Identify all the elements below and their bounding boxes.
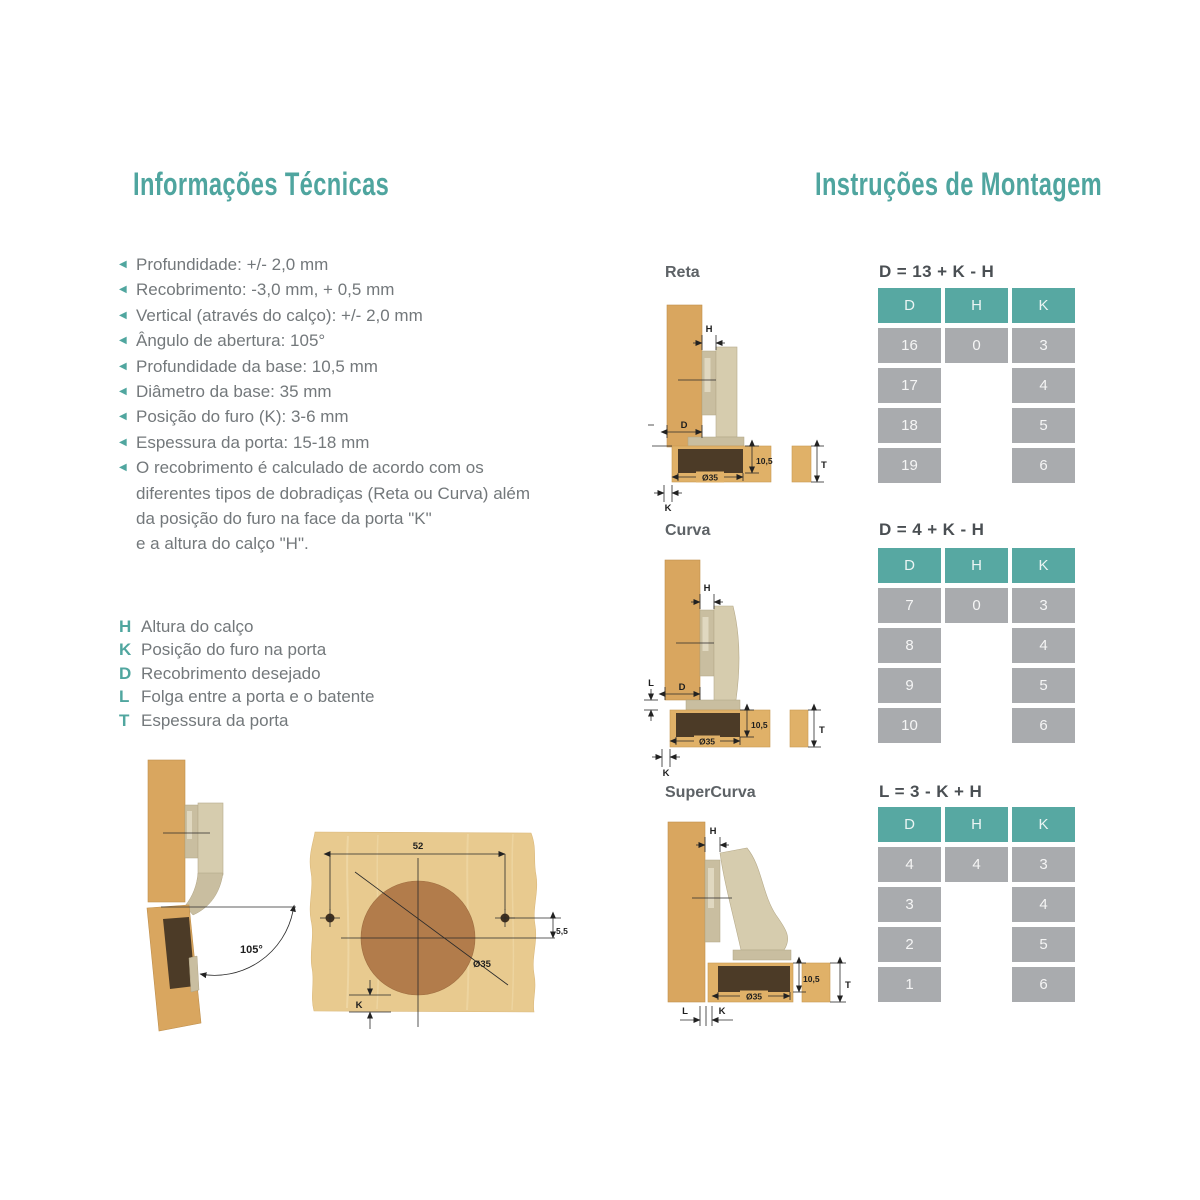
svg-text:105°: 105° xyxy=(240,944,263,956)
legend-text: Espessura da porta xyxy=(141,710,289,730)
table-header-cell: K xyxy=(1012,807,1075,842)
door-panel xyxy=(668,822,705,1002)
table-value-cell: 9 xyxy=(878,668,941,703)
bullet-arrow-icon: ◀ xyxy=(119,309,127,321)
dimension-k xyxy=(652,749,680,778)
bullet-arrow-icon: ◀ xyxy=(119,335,127,347)
reta-hinge-diagram xyxy=(646,288,831,513)
table-value-cell: 3 xyxy=(1012,588,1075,623)
open-hinge-diagram xyxy=(143,755,308,1055)
table-header-cell: K xyxy=(1012,288,1075,323)
table-header-cell: H xyxy=(945,288,1008,323)
spec-item xyxy=(119,404,530,429)
spec-item xyxy=(119,430,530,455)
table-value-cell: 0 xyxy=(945,328,1008,363)
svg-text:Ø35: Ø35 xyxy=(473,959,491,970)
svg-text:K: K xyxy=(718,1006,726,1017)
table-value-cell: 6 xyxy=(1012,967,1075,1002)
svg-text:10,5: 10,5 xyxy=(756,456,773,466)
legend-key: H xyxy=(119,617,132,636)
table-value-cell: 4 xyxy=(1012,368,1075,403)
svg-text:K: K xyxy=(662,768,670,778)
hinge-arm xyxy=(716,347,737,437)
drilling-template-diagram xyxy=(303,830,571,1045)
svg-text:5,5: 5,5 xyxy=(556,926,568,936)
table-empty-cell xyxy=(945,408,1008,443)
dimension-k xyxy=(654,485,682,513)
cup-recess xyxy=(678,449,743,473)
spec-list xyxy=(119,252,530,557)
table-curva xyxy=(878,548,1075,743)
svg-text:T: T xyxy=(845,980,851,991)
spec-item xyxy=(119,303,530,328)
svg-text:D: D xyxy=(678,682,686,693)
bullet-arrow-icon: ◀ xyxy=(119,259,127,270)
table-header-cell: H xyxy=(945,548,1008,583)
spec-text: e a altura do calço "H". xyxy=(136,534,309,554)
bullet-arrow-icon: ◀ xyxy=(119,386,127,398)
spec-text: Espessura da porta: 15-18 mm xyxy=(136,432,370,452)
svg-text:K: K xyxy=(355,1000,363,1011)
spec-item xyxy=(119,277,530,302)
left-title-text: Informações Técnicas xyxy=(133,166,390,202)
formula-reta: D = 13 + K - H xyxy=(879,262,995,281)
legend-text: Folga entre a porta e o batente xyxy=(141,687,375,707)
table-value-cell: 18 xyxy=(878,408,941,443)
legend-item xyxy=(119,685,374,708)
legend-item xyxy=(119,662,374,685)
spec-text: Vertical (através do calço): +/- 2,0 mm xyxy=(136,305,423,325)
table-value-cell: 4 xyxy=(1012,887,1075,922)
curva-hinge-diagram xyxy=(640,553,830,778)
legend-item xyxy=(119,615,374,638)
legend-text: Altura do calço xyxy=(141,617,254,636)
spec-text: da posição do furo na face da porta "K" xyxy=(136,509,432,529)
svg-text:H: H xyxy=(709,826,717,837)
dimension-t xyxy=(830,963,851,1002)
table-empty-cell xyxy=(945,448,1008,483)
left-title xyxy=(133,166,479,203)
hinge-arm xyxy=(198,803,223,875)
bullet-arrow-icon: ◀ xyxy=(119,411,127,423)
table-value-cell: 5 xyxy=(1012,927,1075,962)
cup-recess xyxy=(676,713,740,737)
table-value-cell: 0 xyxy=(945,588,1008,623)
table-value-cell: 3 xyxy=(878,887,941,922)
svg-text:H: H xyxy=(703,583,711,594)
table-empty-cell xyxy=(945,368,1008,403)
dimension-l-k xyxy=(680,1006,733,1026)
svg-text:D: D xyxy=(680,420,688,431)
svg-text:10,5: 10,5 xyxy=(803,974,820,984)
right-title-text: Instruções de Montagem xyxy=(815,166,1103,202)
section-label-supercurva: SuperCurva xyxy=(665,784,756,801)
table-value-cell: 6 xyxy=(1012,708,1075,743)
bullet-spacer xyxy=(119,481,136,506)
hinge-arm xyxy=(720,848,788,950)
spec-text: Recobrimento: -3,0 mm, + 0,5 mm xyxy=(136,280,395,300)
table-value-cell: 5 xyxy=(1012,668,1075,703)
spec-text: Posição do furo (K): 3-6 mm xyxy=(136,407,349,427)
spec-text: Ângulo de abertura: 105° xyxy=(136,331,326,351)
cup-recess xyxy=(718,966,790,992)
bullet-arrow-icon: ◀ xyxy=(119,462,127,474)
spec-item xyxy=(119,531,530,556)
legend-item xyxy=(119,638,374,661)
spec-item xyxy=(119,379,530,404)
table-value-cell: 4 xyxy=(878,847,941,882)
bullet-arrow-icon: ◀ xyxy=(119,284,127,296)
table-header-cell: K xyxy=(1012,548,1075,583)
svg-text:52: 52 xyxy=(412,841,424,852)
supercurva-hinge-diagram xyxy=(645,808,855,1053)
legend-text: Recobrimento desejado xyxy=(141,663,321,683)
section-label-reta: Reta xyxy=(665,264,700,281)
legend-key: D xyxy=(119,663,132,683)
dimension-t xyxy=(811,446,827,482)
svg-text:10,5: 10,5 xyxy=(751,720,768,730)
table-header-cell: D xyxy=(878,807,941,842)
svg-text:Ø35: Ø35 xyxy=(698,736,716,747)
spec-item xyxy=(119,506,530,531)
spec-text: O recobrimento é calculado de acordo com os xyxy=(136,458,484,478)
formula-curva: D = 4 + K - H xyxy=(879,520,985,539)
table-header-cell: D xyxy=(878,548,941,583)
svg-text:H: H xyxy=(705,324,713,335)
svg-text:Ø35: Ø35 xyxy=(701,472,719,483)
svg-text:T: T xyxy=(821,460,827,471)
table-value-cell: 4 xyxy=(1012,628,1075,663)
spec-item xyxy=(119,252,530,277)
spec-text: Profundidade: +/- 2,0 mm xyxy=(136,255,329,274)
table-empty-cell xyxy=(945,628,1008,663)
table-empty-cell xyxy=(945,668,1008,703)
table-value-cell: 4 xyxy=(945,847,1008,882)
spec-item xyxy=(119,455,530,480)
spec-item xyxy=(119,481,530,506)
cabinet-side-panel xyxy=(148,760,185,902)
spec-item xyxy=(119,354,530,379)
legend-item xyxy=(119,709,374,732)
table-reta xyxy=(878,288,1075,483)
right-title xyxy=(815,166,1200,203)
legend-key: T xyxy=(119,710,130,730)
bullet-arrow-icon: ◀ xyxy=(119,436,127,448)
bullet-spacer xyxy=(119,506,136,531)
table-empty-cell xyxy=(945,927,1008,962)
table-empty-cell xyxy=(945,887,1008,922)
table-value-cell: 16 xyxy=(878,328,941,363)
table-value-cell: 3 xyxy=(1012,847,1075,882)
spec-text: Profundidade da base: 10,5 mm xyxy=(136,356,378,376)
legend-key: K xyxy=(119,640,132,660)
bullet-spacer xyxy=(119,531,136,556)
dimension-t xyxy=(808,710,825,747)
table-header-cell: H xyxy=(945,807,1008,842)
table-value-cell: 10 xyxy=(878,708,941,743)
svg-text:L: L xyxy=(648,678,654,689)
table-value-cell: 5 xyxy=(1012,408,1075,443)
legend-list xyxy=(119,615,374,732)
svg-text:K: K xyxy=(664,503,672,513)
bullet-arrow-icon: ◀ xyxy=(119,360,127,372)
table-value-cell: 19 xyxy=(878,448,941,483)
spec-text: diferentes tipos de dobradiças (Reta ou Curva) além xyxy=(136,483,531,503)
spec-text: Diâmetro da base: 35 mm xyxy=(136,382,332,402)
svg-text:T: T xyxy=(819,725,825,736)
hinge-arm xyxy=(714,606,739,702)
table-value-cell: 3 xyxy=(1012,328,1075,363)
table-supercurva xyxy=(878,807,1075,1002)
dimension-l xyxy=(644,678,658,721)
spec-item xyxy=(119,328,530,353)
formula-supercurva: L = 3 - K + H xyxy=(879,782,983,801)
mounting-plate xyxy=(733,950,791,960)
table-value-cell: 2 xyxy=(878,927,941,962)
mounting-plate xyxy=(686,700,740,710)
svg-text:L: L xyxy=(682,1006,688,1017)
legend-key: L xyxy=(119,687,130,707)
legend-text: Posição do furo na porta xyxy=(141,640,327,660)
mounting-plate xyxy=(688,437,744,446)
table-empty-cell xyxy=(945,708,1008,743)
table-header-cell: D xyxy=(878,288,941,323)
door-panel xyxy=(665,560,700,700)
svg-text:Ø35: Ø35 xyxy=(745,991,763,1002)
table-value-cell: 6 xyxy=(1012,448,1075,483)
section-label-curva: Curva xyxy=(665,522,711,539)
table-value-cell: 8 xyxy=(878,628,941,663)
table-empty-cell xyxy=(945,967,1008,1002)
table-value-cell: 17 xyxy=(878,368,941,403)
table-value-cell: 7 xyxy=(878,588,941,623)
table-value-cell: 1 xyxy=(878,967,941,1002)
